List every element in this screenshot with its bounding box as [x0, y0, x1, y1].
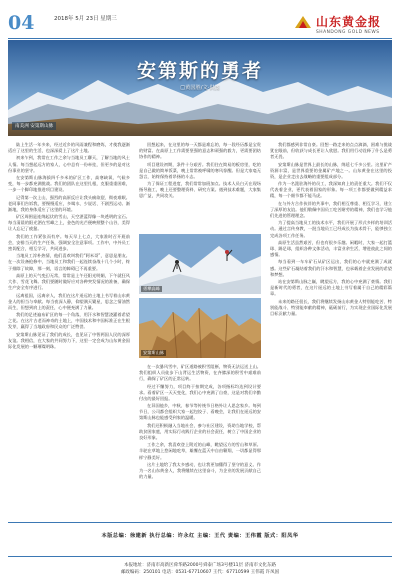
- publisher-info-1: 本报地址：济南市高新区舜华路2000号舜泰广场3号楼11层 济南市文化东路: [124, 563, 276, 568]
- photo-caption-2: 安第斯山脉: [143, 350, 164, 355]
- article-paragraph: 矿区周围是连绵起伏的雪山，天空湛蓝得像一块透明的宝石。每当清晨的阳光洒在雪峰之上，金色的光芒便映照整个山谷，美得让人忘记了疲惫。: [8, 214, 130, 232]
- article-column-3: [270, 142, 392, 516]
- banner-caption: 南美洲 安第斯山脉: [12, 122, 56, 130]
- logo-emblem-icon: [294, 14, 312, 30]
- article-paragraph: 我们的足迹遍布矿区的每一个角落，用汗水和智慧浇灌着希望之花。在这片古老而神奇的土地上，中国技术和中国标准正在生根发芽，赢得了当地政府和民众的广泛赞誉。: [8, 312, 130, 330]
- footer-rule-top: [8, 522, 392, 523]
- article-byline: □黄国胜/文·供图: [180, 85, 220, 91]
- article-paragraph: 初来乍到，我常在工作之余与当地员工聊天，了解当地的风土人情。每当想起远方的家人，心中总有一份牵挂，但更多的是对这份事业的坚守。: [8, 155, 130, 173]
- footer-rule-bottom: [8, 556, 392, 557]
- article-paragraph: 站在安第斯山脉之巅，眺望远方，我的心中充满了豪情。我们是新时代的勇者，在这片遥远的土地上书写着属于自己的精彩篇章。: [270, 279, 392, 297]
- article-paragraph: 回想起来，在这里的每一天都是难忘的，每一段经历都是宝贵的财富。在高原上工作需要坚强的意志和顽强的毅力，更需要团结协作的精神。: [139, 142, 261, 160]
- article-body: [8, 142, 392, 516]
- article-paragraph: 在一次暴风雪中，矿区道路被积雪阻断，物资无法运送上山。我们组织人员徒步下山背运生活物资，在齐膝深的积雪中艰难前行，确保了矿区的正常运转。: [139, 364, 261, 382]
- rock-cliff-image: [139, 298, 261, 358]
- cliff-photo: [139, 298, 261, 358]
- logo-title: 山东黄金报: [316, 15, 382, 29]
- editorial-staff: 本版总编：徐建新 执行总编：许永红 主编：王代 责编：王伟霞 版式：阳凤华: [101, 533, 299, 539]
- article-paragraph: 未来的路还很长，我们将继续发扬山东黄金人特别能吃苦、特别能战斗、特别能奉献的精神，砥砺前行，为实现企业国际化发展目标贡献力量。: [270, 298, 392, 316]
- logo-subtitle: SHANDONG GOLD NEWS: [316, 30, 380, 35]
- article-column-2: [139, 142, 261, 516]
- article-paragraph: 经过不懈努力，项目终于按期完成，各项指标均达到设计要求。看着矿区一天天变化，我们心中充满了自豪，这是对我们辛勤付出的最好回报。: [139, 383, 261, 401]
- article-paragraph: 作为一名派驻海外的员工，我深知肩上的责任重大。我们不仅代表着企业，更代表着国家的形象。每一项工作都要做到精益求精，每一个细节都不能马虎。: [270, 181, 392, 199]
- header-rule: [8, 38, 392, 39]
- article-column-1: [8, 142, 130, 516]
- article-paragraph: 工作之余，我喜欢登上附近的山峰，眺望远方的雪山和草原。羊驼在草地上悠闲地吃草，雄鹰在蓝天中自由翱翔，一切都显得那样宁静美好。: [139, 442, 261, 460]
- article-paragraph: 高原生活虽然艰苦，但也有很多乐趣。闲暇时，大家一起打篮球、踢足球，组织各种文体活动，丰富业余生活，增进彼此之间的感情。: [270, 239, 392, 258]
- article-title: 安第斯的勇者: [136, 60, 263, 82]
- article-paragraph: 在与外方合作伙伴的共事中，我们相互尊重、相互学习，建立了深厚的友谊。他们敬佩中国员工吃苦耐劳的精神，我们也学习他们先进的管理理念。: [270, 200, 392, 218]
- article-paragraph: 陆上生活一年多来，经过近乡的风雨兼程和磨炼，才使我逐渐适应了这里的生活，也深深爱上了这片土地。: [8, 142, 130, 154]
- article-paragraph: 我们还积极融入当地社会，参与社区建设，资助当地学校，帮助贫困家庭，用实际行动践行企业的社会责任，树立了中国企业的良好形象。: [139, 422, 261, 440]
- article-paragraph: 我们的工作紧张而有序。每天早上七点，大家准时召开班前会，安排当天的生产任务，强调安全注意事项。工作中，中外员工密切配合，相互学习，共同进步。: [8, 233, 130, 251]
- publisher-info-2: 邮政编码：250101 电话：0531-67710607 王代：67710599 王伟霞 许凤国: [120, 570, 280, 575]
- article-paragraph: 每当看到一车车矿石从矿区运出，我们的心中就充满了成就感。这些矿石凝结着我们的汗水和智慧，也承载着企业发展的希望和梦想。: [270, 259, 392, 277]
- article-paragraph: 为了提高当地员工的技术水平，我们开展了形式多样的培训活动。通过言传身教，一批当地员工已经成长为技术骨干，能够独立完成各项工作任务。: [270, 220, 392, 238]
- photo-caption-1: 勇攀高峰: [143, 286, 160, 291]
- article-paragraph: 在异国他乡，中秋、春节等传统节日格外让人思念家乡。每到节日，公司都会组织大家一起包饺子、看晚会，让我们在遥远的安第斯山脉也能感受到家的温暖。: [139, 403, 261, 421]
- issue-date: 2018年 5月 23日 星期三: [54, 16, 117, 22]
- article-paragraph: 安第斯山脉见证了我们的成长，也见证了中智两国人民的深厚友谊。我相信，在大家的共同努力下，这里一定会成为山东黄金国际化发展的一颗璀璨明珠。: [8, 331, 130, 349]
- banner-photo: [8, 40, 392, 136]
- article-paragraph: 这片土地给了我太多感动，也让我更加懂得了坚守的意义。作为一名山东黄金人，我将继续在这里奋斗，为企业的发展贡献自己的力量。: [139, 461, 261, 480]
- article-paragraph: 为了保证工程进度，我们常常加班加点。技术人员白天在现场指导施工，晚上还要整理资料、研究方案。遇到技术难题，大家集思广益，共同攻关。: [139, 181, 261, 199]
- article-paragraph: 在安第斯山脉海拔四千多米的矿区工作，高寒缺氧、气候多变，每一步都充满挑战。我们的团队在这里扎根，克服重重困难，一步一个脚印地推进项目建设。: [8, 175, 130, 193]
- article-paragraph: 远离祖国，远离亲人，我们在这片遥远的土地上书写着山东黄金人的担当与奉献。每当夜深人静，仰望满天繁星，思念之情油然而生，但想到肩上的责任，心中便充满了力量。: [8, 292, 130, 310]
- article-paragraph: 记得第一次上山，强烈的高原反应让我头痛欲裂、彻夜难眠。老同事们告诉我，要慢慢适应，多喝水、少说话、不剧烈运动。渐渐地，我的身体适应了这里的环境。: [8, 194, 130, 212]
- page-number: 04: [8, 12, 35, 34]
- article-paragraph: 高原上的天气变幻无常，常常是上午还阳光明媚，下午就狂风大作、雪花飞舞。我们要随时做好应对各种突发情况的准备，确保生产安全有序进行。: [8, 272, 130, 291]
- article-paragraph: 我们都感到非常自豪。回想一路走来的点点滴滴，困难与挑战犹在眼前，但收获与成长更让人欣慰。我们用行动诠释了什么是勇者无畏。: [270, 142, 392, 160]
- climbing-photo: [139, 234, 261, 294]
- article-paragraph: 安第斯山脉是世界上最长的山脉，绵延七千多公里。这里矿产资源丰富，是世界重要的金属矿产地之一。山东黄金在这里的投资，是企业走出去战略的重要组成部分。: [270, 161, 392, 179]
- article-paragraph: 当地员工淳朴热情，他们喜欢叫我们“阿米哥”，意思是朋友。在一次设备抢修中，当地员工和我们一起连续奋战十几个小时，终于排除了故障，那一刻，语言的障碍已不再重要。: [8, 253, 130, 271]
- climbers-image: [139, 234, 261, 294]
- article-paragraph: 项目建设初期，条件十分艰苦。我们住在简易的板房里，吃的是自己做的简单饭菜，晚上常常被呼啸的寒风惊醒。但是大家毫无怨言，始终保持着昂扬的斗志。: [139, 161, 261, 179]
